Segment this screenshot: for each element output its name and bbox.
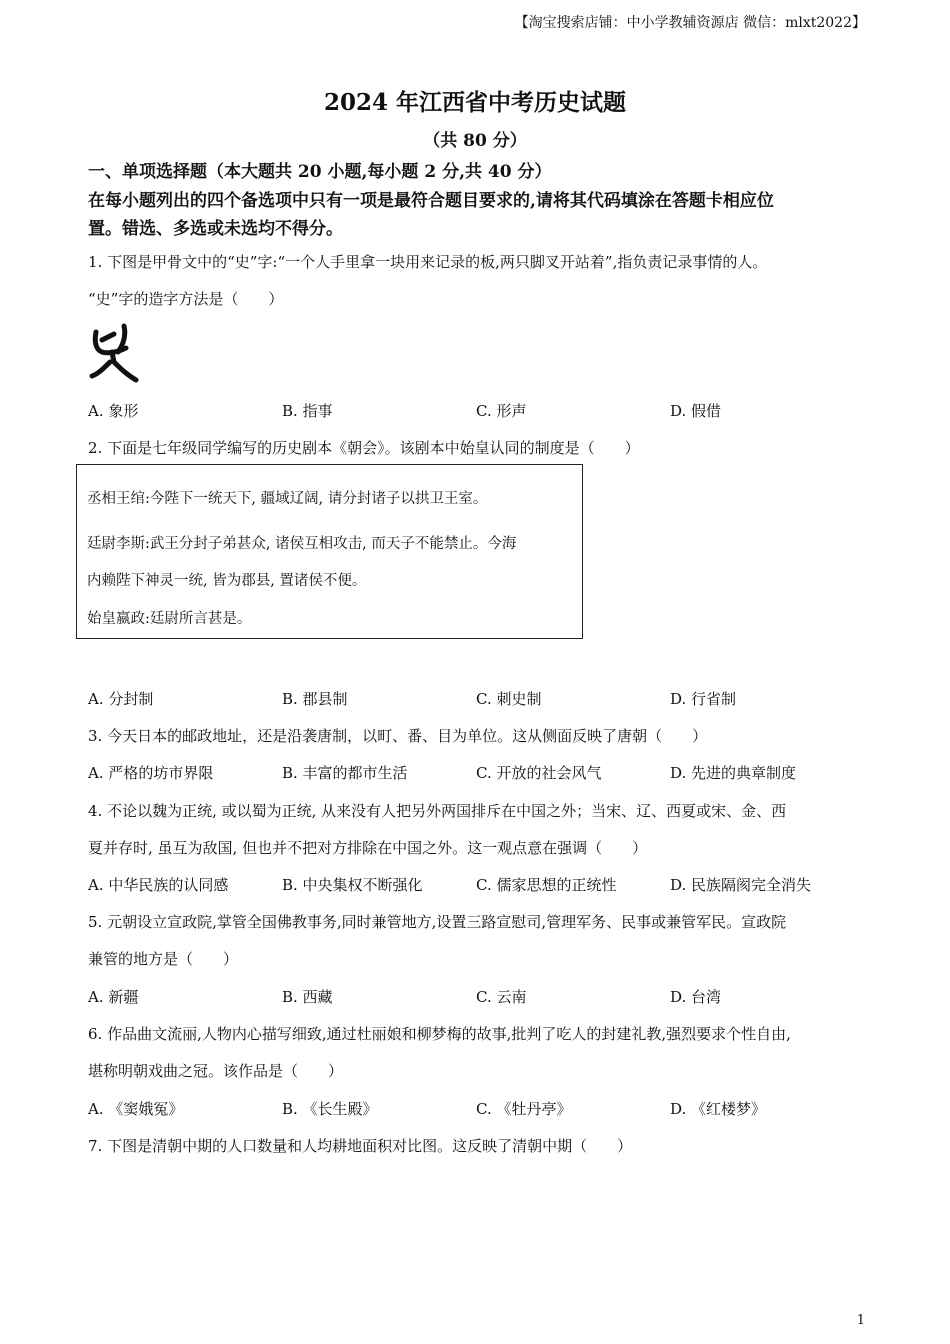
question-text: 5. 元朝设立宣政院,掌管全国佛教事务,同时兼管地方,设置三路宣慰司,管理军务、民事或兼管军民。宣政院: [88, 913, 787, 931]
option-d[interactable]: D. 民族隔阂完全消失: [670, 876, 812, 894]
option-c[interactable]: C. 《牡丹亭》: [476, 1100, 572, 1118]
option-b[interactable]: B. 指事: [282, 402, 333, 420]
section-instruction: 在每小题列出的四个备选项中只有一项是最符合题目要求的,请将其代码填涂在答题卡相应位: [88, 191, 774, 211]
option-d[interactable]: D. 《红楼梦》: [670, 1100, 767, 1118]
script-box: [76, 464, 583, 639]
script-line: 廷尉李斯:武王分封子弟甚众, 诸侯互相攻击, 而天子不能禁止。今海: [87, 536, 517, 552]
question-text: 兼管的地方是（ ）: [88, 950, 239, 968]
question-text: 堪称明朝戏曲之冠。该作品是（ ）: [88, 1062, 344, 1080]
option-b[interactable]: B. 郡县制: [282, 690, 348, 708]
question-text: 3. 今天日本的邮政地址，还是沿袭唐制，以町、番、目为单位。这从侧面反映了唐朝（ ）: [88, 727, 708, 745]
exam-subtitle: （共 80 分）: [423, 131, 527, 151]
question-text: 6. 作品曲文流丽,人物内心描写细致,通过杜丽娘和柳梦梅的故事,批判了吃人的封建礼教,强烈要求个性自由,: [88, 1025, 791, 1043]
option-c[interactable]: C. 开放的社会风气: [476, 764, 602, 782]
option-a[interactable]: A. 严格的坊市界限: [88, 764, 214, 782]
script-line: 始皇嬴政:廷尉所言甚是。: [87, 611, 252, 627]
option-b[interactable]: B. 丰富的都市生活: [282, 764, 408, 782]
option-a[interactable]: A. 《窦娥冤》: [88, 1100, 184, 1118]
option-b[interactable]: B. 西藏: [282, 988, 333, 1006]
section-heading: 一、单项选择题（本大题共 20 小题,每小题 2 分,共 40 分）: [88, 162, 552, 182]
question-text: 夏并存时, 虽互为敌国, 但也并不把对方排除在中国之外。这一观点意在强调（ ）: [88, 839, 648, 857]
question-text: 7. 下图是清朝中期的人口数量和人均耕地面积对比图。这反映了清朝中期（ ）: [88, 1137, 633, 1155]
oracle-bone-shi-glyph: [88, 322, 140, 384]
option-b[interactable]: B. 《长生殿》: [282, 1100, 378, 1118]
question-text: 4. 不论以魏为正统, 或以蜀为正统, 从来没有人把另外两国排斥在中国之外；当宋、辽、西夏或宋、金、西: [88, 802, 787, 820]
option-d[interactable]: D. 台湾: [670, 988, 722, 1006]
option-c[interactable]: C. 儒家思想的正统性: [476, 876, 617, 894]
option-a[interactable]: A. 象形: [88, 402, 139, 420]
script-line: 内赖陛下神灵一统, 皆为郡县, 置诸侯不便。: [87, 573, 367, 589]
option-c[interactable]: C. 形声: [476, 402, 527, 420]
option-a[interactable]: A. 分封制: [88, 690, 154, 708]
section-instruction: 置。错选、多选或未选均不得分。: [88, 219, 343, 239]
exam-title: 2024 年江西省中考历史试题: [323, 89, 627, 116]
question-text: 2. 下面是七年级同学编写的历史剧本《朝会》。该剧本中始皇认同的制度是（ ）: [88, 439, 640, 457]
option-d[interactable]: D. 行省制: [670, 690, 737, 708]
option-c[interactable]: C. 云南: [476, 988, 527, 1006]
option-c[interactable]: C. 刺史制: [476, 690, 542, 708]
option-b[interactable]: B. 中央集权不断强化: [282, 876, 423, 894]
option-d[interactable]: D. 假借: [670, 402, 722, 420]
option-d[interactable]: D. 先进的典章制度: [670, 764, 797, 782]
option-a[interactable]: A. 新疆: [88, 988, 139, 1006]
option-a[interactable]: A. 中华民族的认同感: [88, 876, 229, 894]
page-number: 1: [856, 1313, 865, 1328]
script-line: 丞相王绾:今陛下一统天下, 疆域辽阔, 请分封诸子以拱卫王室。: [87, 491, 488, 507]
question-text: “史”字的造字方法是（ ）: [88, 290, 284, 308]
header-note: 【淘宝搜索店铺：中小学教辅资源店 微信：mlxt2022】: [514, 15, 866, 31]
question-text: 1. 下图是甲骨文中的“史”字:“一个人手里拿一块用来记录的板,两只脚叉开站着”,指负责记录事情的人。: [88, 253, 768, 271]
